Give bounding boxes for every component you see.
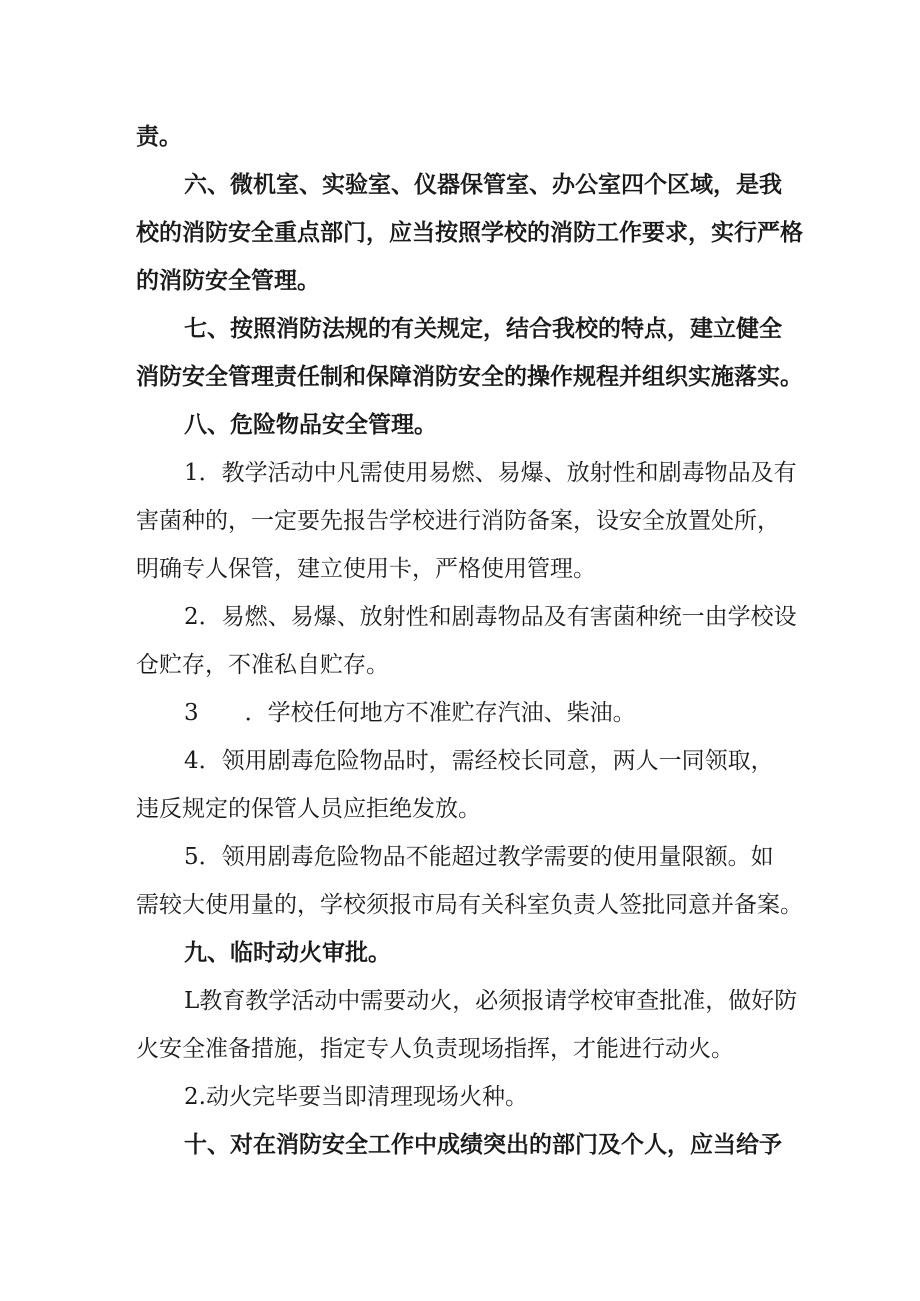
section-7-heading: 七、按照消防法规的有关规定，结合我校的特点，建立健全 [184, 316, 782, 342]
list-item-4: 4．领用剧毒危险物品时，需经校长同意，两人一同领取， [184, 748, 774, 774]
list-item-2: 2．易燃、易爆、放射性和剧毒物品及有害菌种统一由学校设 [184, 604, 797, 630]
text-line: 责。 [136, 124, 182, 150]
text-line: 需较大使用量的，学校须报市局有关科室负责人签批同意并备案。 [136, 892, 803, 918]
text-line: 害菌种的，一定要先报告学校进行消防备案，设安全放置处所， [136, 508, 780, 534]
list-item-2: 2.动火完毕要当即清理现场火种。 [184, 1084, 528, 1110]
list-item-1: 1．教学活动中凡需使用易燃、易爆、放射性和剧毒物品及有 [184, 460, 797, 486]
text-line: 仓贮存，不准私自贮存。 [136, 652, 389, 678]
text-line: 明确专人保管，建立使用卡，严格使用管理。 [136, 556, 596, 582]
text-line: 校的消防安全重点部门，应当按照学校的消防工作要求，实行严格 [136, 220, 803, 246]
text-line: 消防安全管理责任制和保障消防安全的操作规程并组织实施落实。 [136, 364, 803, 390]
list-item-1: L教育教学活动中需要动火，必须报请学校审查批准，做好防 [184, 988, 798, 1014]
section-10-heading: 十、对在消防安全工作中成绩突出的部门及个人，应当给予 [184, 1132, 782, 1158]
section-9-heading: 九、临时动火审批。 [184, 940, 391, 966]
list-item-5: 5．领用剧毒危险物品不能超过教学需要的使用量限额。如 [184, 844, 774, 870]
section-8-heading: 八、危险物品安全管理。 [184, 412, 437, 438]
text-line: 的消防安全管理。 [136, 268, 320, 294]
section-6-heading: 六、微机室、实验室、仪器保管室、办公室四个区域，是我 [184, 172, 782, 198]
text-line: 违反规定的保管人员应拒绝发放。 [136, 796, 481, 822]
list-item-3: 3 ．学校任何地方不准贮存汽油、柴油。 [184, 700, 636, 726]
text-line: 火安全准备措施，指定专人负责现场指挥，才能进行动火。 [136, 1036, 734, 1062]
